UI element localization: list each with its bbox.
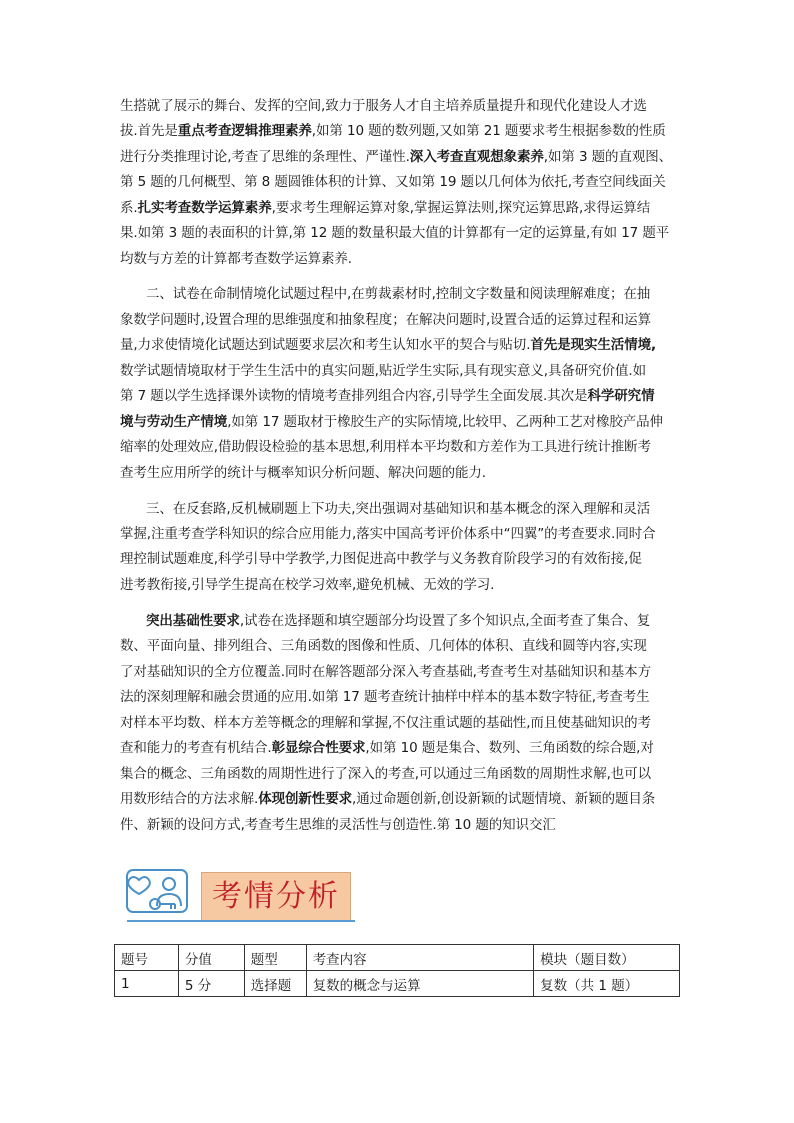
banner-title: 考情分析 <box>212 879 340 914</box>
text-line <box>120 713 651 733</box>
text-line <box>120 549 642 569</box>
text-line <box>120 687 650 707</box>
cell-content: 复数的概念与运算 <box>306 971 533 997</box>
text-run: 法的深刻理解和融会贯通的应用.如第 17 题考查统计抽样中样本的基本数字特征,考查考生 <box>120 689 650 705</box>
cell-question-type: 选择题 <box>244 971 306 997</box>
text-line <box>120 815 556 835</box>
header-question-number: 题号 <box>115 945 179 971</box>
bold-emphasis: 首先是现实生活情境, <box>530 337 657 353</box>
text-run: 集合的概念、三角函数的周期性进行了深入的考查,可以通过三角函数的周期性求解,也可以 <box>120 766 651 782</box>
bold-emphasis: 体现创新性要求 <box>258 791 353 807</box>
text-run: 量,力求使情境化试题达到试题要求层次和考生认知水平的契合与贴切. <box>120 337 531 353</box>
text-line <box>120 575 494 595</box>
text-line <box>120 636 647 656</box>
bold-emphasis: 重点考查逻辑推理素养 <box>177 123 312 139</box>
table-row <box>115 971 680 997</box>
text-run: 系. <box>120 200 138 216</box>
text-run: ,要求考生理解运算对象,掌握运算法则,探究运算思路,求得运算结 <box>271 200 651 216</box>
text-run: 了对基础知识的全方位覆盖.同时在解答题部分深入考查基础,考查考生对基础知识和基本方 <box>120 664 651 680</box>
text-line <box>120 764 651 784</box>
bold-emphasis: 彰显综合性要求 <box>271 740 366 756</box>
text-line <box>120 223 669 243</box>
header-module: 模块（题目数） <box>534 945 680 971</box>
text-run: 数学试题情境取材于学生生活中的真实问题,贴近学生实际,具有现实意义,具备研究价值.如 <box>120 363 646 379</box>
text-run: ,如第 3 题的直观图、 <box>543 149 673 165</box>
text-line <box>120 361 646 381</box>
text-line <box>120 172 666 192</box>
bold-emphasis: 境与劳动生产情境 <box>120 414 228 430</box>
bold-emphasis: 突出基础性要求 <box>146 613 240 629</box>
banner-underline <box>127 920 355 922</box>
text-run: ,如第 17 题取材于橡胶生产的实际情境,比较甲、乙两种工艺对橡胶产品伸 <box>227 414 663 430</box>
text-run: 查考生应用所学的统计与概率知识分析问题、解决问题的能力. <box>120 465 486 481</box>
cell-question-number: 1 <box>115 971 179 997</box>
text-line <box>120 147 672 167</box>
text-run: 象数学问题时,设置合理的思维强度和抽象程度；在解决问题时,设置合适的运算过程和运算 <box>120 312 651 328</box>
header-content: 考查内容 <box>306 945 533 971</box>
text-line <box>146 499 650 519</box>
text-line <box>120 524 656 544</box>
header-score: 分值 <box>178 945 244 971</box>
text-run: 第 7 题以学生选择课外读物的情境考查排列组合内容,引导学生全面发展.其次是 <box>120 388 588 404</box>
banner-title-box <box>201 872 351 922</box>
text-run: 掌握,注重考查学科知识的综合应用能力,落实中国高考评价体系中“四翼”的考查要求.同时合 <box>120 526 656 542</box>
text-line <box>120 96 647 116</box>
text-line <box>120 310 651 330</box>
text-run: 进考教衔接,引导学生提高在校学习效率,避免机械、无效的学习. <box>120 577 495 593</box>
text-line <box>146 284 650 304</box>
text-run: 均数与方差的计算都考查数学运算素养. <box>120 251 352 267</box>
text-run: 果.如第 3 题的表面积的计算,第 12 题的数量积最大值的计算都有一定的运算量,有如 17 题平 <box>120 225 670 241</box>
text-run: 数、平面向量、排列组合、三角函数的图像和性质、几何体的体积、直线和圆等内容,实现 <box>120 638 647 654</box>
text-line <box>120 463 486 483</box>
text-run: ,通过命题创新,创设新颖的试题情境、新颖的题目条 <box>352 791 656 807</box>
text-run: ,如第 10 题是集合、数列、三角函数的综合题,对 <box>365 740 654 756</box>
text-run: 件、新颖的设问方式,考查考生思维的灵活性与创造性.第 10 题的知识交汇 <box>120 817 556 833</box>
bold-emphasis: 扎实考查数学运算素养 <box>137 200 272 216</box>
text-run: 生搭就了展示的舞台、发挥的空间,致力于服务人才自主培养质量提升和现代化建设人才选 <box>120 98 647 114</box>
table-header-row <box>115 945 680 971</box>
exam-analysis-table <box>114 944 680 997</box>
text-run: 第 5 题的几何概型、第 8 题圆锥体积的计算、又如第 19 题以几何体为依托,考查空间线面关 <box>120 174 666 190</box>
text-run: 二、试卷在命制情境化试题过程中,在剪裁素材时,控制文字数量和阅读理解难度；在抽 <box>146 286 651 302</box>
text-line <box>120 662 651 682</box>
text-line <box>120 412 663 432</box>
text-run: 查和能力的考查有机结合. <box>120 740 272 756</box>
text-line <box>120 386 654 406</box>
header-question-type: 题型 <box>244 945 306 971</box>
text-run: 对样本平均数、样本方差等概念的理解和掌握,不仅注重试题的基础性,而且使基础知识的考 <box>120 715 651 731</box>
text-run: 拔.首先是 <box>120 123 178 139</box>
text-run: 进行分类推理讨论,考查了思维的条理性、严谨性. <box>120 149 410 165</box>
text-run: 三、在反套路,反机械刷题上下功夫,突出强调对基础知识和基本概念的深入理解和灵活 <box>146 501 651 517</box>
text-line <box>120 437 651 457</box>
text-line <box>120 198 650 218</box>
text-line <box>120 738 654 758</box>
text-line <box>120 789 655 809</box>
text-run: ,如第 10 题的数列题,又如第 21 题要求考生根据参数的性质 <box>311 123 666 139</box>
text-line <box>120 249 352 269</box>
cell-score: 5 分 <box>178 971 244 997</box>
text-run: 缩率的处理效应,借助假设检验的基本思想,利用样本平均数和方差作为工具进行统计推断考 <box>120 439 651 455</box>
section-banner <box>125 866 357 924</box>
text-run: 理控制试题难度,科学引导中学教学,力图促进高中教学与义务教育阶段学习的有效衔接,促 <box>120 551 642 567</box>
text-run: 用数形结合的方法求解. <box>120 791 259 807</box>
text-line <box>146 611 650 631</box>
text-line <box>120 335 656 355</box>
text-line <box>120 121 666 141</box>
bold-emphasis: 科学研究情 <box>587 388 655 404</box>
cell-module: 复数（共 1 题） <box>534 971 680 997</box>
text-run: ,试卷在选择题和填空题部分均设置了多个知识点,全面考查了集合、复 <box>239 613 651 629</box>
person-key-icon <box>125 866 201 922</box>
bold-emphasis: 深入考查直观想象素养 <box>409 149 544 165</box>
